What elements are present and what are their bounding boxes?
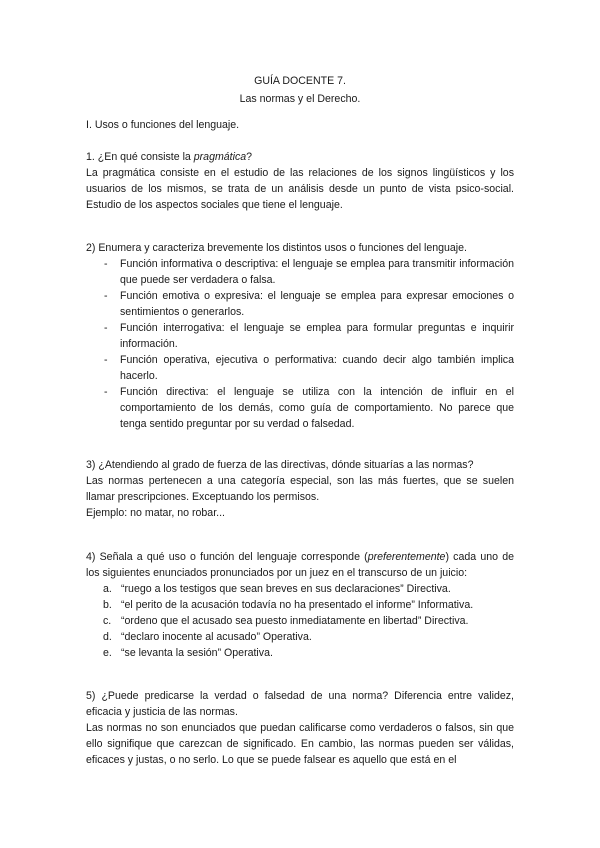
question-5: 5) ¿Puede predicarse la verdad o falsedad de una norma? Diferencia entre validez, eficacia y justicia de las normas. <box>86 690 514 718</box>
functions-list <box>86 256 514 432</box>
list-item: - Función directiva: el lenguaje se utiliza con la intención de influir en el comportamiento de los demás, como guía de comportamiento. No parece que tenga sentido preguntar por su verdad o falsedad. <box>104 386 514 430</box>
question-3-block <box>86 457 514 521</box>
question-4: 4) Señala a qué uso o función del lenguaje corresponde (preferentemente) cada uno de los siguientes enunciados pronunciados por un juez en el transcurso de un juicio: <box>86 551 515 579</box>
list-item: b. “el perito de la acusación todavía no ha presentado el informe” Informativa. <box>103 599 474 611</box>
bullet-dash: - <box>104 386 108 398</box>
question-4-block <box>86 549 514 661</box>
statements-list <box>86 581 514 661</box>
bullet-dash: - <box>104 354 108 366</box>
answer-3: Las normas pertenecen a una categoría especial, son las más fuertes, que se suelen llamar prescripciones. Exceptuando los permisos. <box>86 475 514 503</box>
bullet-dash: - <box>104 290 108 302</box>
document-title: GUÍA DOCENTE 7. <box>254 75 346 87</box>
section-heading <box>86 117 514 133</box>
list-item: - Función interrogativa: el lenguaje se emplea para formular preguntas e inquirir información. <box>104 322 514 350</box>
section-1-heading: I. Usos o funciones del lenguaje. <box>86 119 240 131</box>
list-item: d. “declaro inocente al acusado” Operativa. <box>103 631 312 643</box>
bullet-dash: - <box>104 258 108 270</box>
list-item: - Función operativa, ejecutiva o performativa: cuando decir algo también implica hacerlo. <box>104 354 514 382</box>
question-5-block <box>86 688 514 768</box>
question-2-block <box>86 240 514 432</box>
answer-3-example: Ejemplo: no matar, no robar... <box>86 507 225 519</box>
list-item: - Función emotiva o expresiva: el lenguaje se emplea para expresar emociones o sentimientos o generarlos. <box>104 290 514 318</box>
question-1-block <box>86 149 514 213</box>
list-item: e. “se levanta la sesión” Operativa. <box>103 647 273 659</box>
question-1: 1. ¿En qué consiste la pragmática? <box>86 151 253 163</box>
list-item: - Función informativa o descriptiva: el lenguaje se emplea para transmitir información que puede ser verdadera o falsa. <box>104 258 514 286</box>
list-item: c. “ordeno que el acusado sea puesto inmediatamente en libertad” Directiva. <box>103 615 469 627</box>
document-subtitle: Las normas y el Derecho. <box>239 93 361 105</box>
question-3: 3) ¿Atendiendo al grado de fuerza de las directivas, dónde situarías a las normas? <box>86 459 474 471</box>
question-2: 2) Enumera y caracteriza brevemente los distintos usos o funciones del lenguaje. <box>86 242 467 254</box>
answer-1: La pragmática consiste en el estudio de las relaciones de los signos lingüísticos y los usuarios de los mismos, se trata de un análisis desde un punto de vista psico-social. Estudio de los aspectos sociales que tiene el lenguaje. <box>86 167 514 211</box>
answer-5: Las normas no son enunciados que puedan calificarse como verdaderos o falsos, sin que ello signifique que carezcan de significado. En cambio, las normas pueden ser válidas, eficaces y justas, o no serlo. Lo que se puede falsear es aquello que está en el <box>86 722 514 766</box>
document-title-block <box>0 72 600 108</box>
list-item: a. “ruego a los testigos que sean breves en sus declaraciones” Directiva. <box>103 583 451 595</box>
bullet-dash: - <box>104 322 108 334</box>
